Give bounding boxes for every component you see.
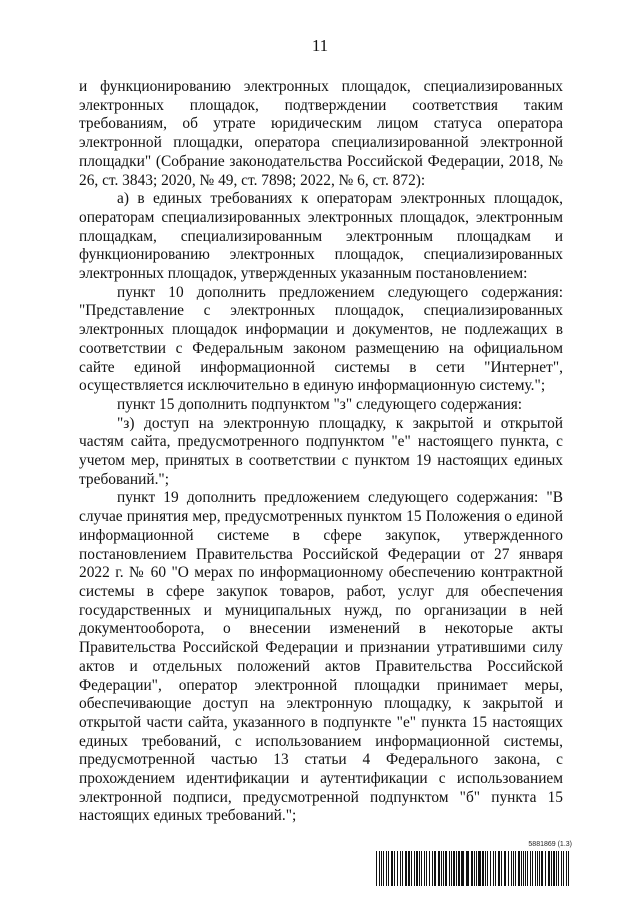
paragraph: пункт 10 дополнить предложением следующего содержания: "Представление с электронных площадок, специализированных электронных площадок информации и документов, не подлежащих в соответствии с Федеральным законом размещению на официальном сайте единой информационной системы в сети "Интернет", осуществляется исключительно в единую информационную систему."; (79, 283, 563, 395)
barcode-icon (376, 851, 572, 886)
paragraph: а) в единых требованиях к операторам электронных площадок, операторам специализированных электронных площадок, электронным площадкам, специализированным электронным площадкам и функционированию электронных площадок, специализированных электронных площадок, утвержденных указанным постановлением: (79, 190, 563, 283)
page-number: 11 (311, 36, 329, 55)
paragraph: пункт 15 дополнить подпунктом "з" следующего содержания: (117, 395, 523, 413)
document-barcode (376, 840, 572, 886)
paragraph: пункт 19 дополнить предложением следующего содержания: "В случае принятия мер, предусмотренных пунктом 15 Положения о единой информационной системе в сфере закупок, утвержденного постановлением Правительства Российской Федерации от 27 января 2022 г. № 60 "О мерах по информационному обеспечению контрактной системы в сфере закупок товаров, работ, услуг для обеспечения государственных и муниципальных нужд, по организации в ней документооборота, о внесении изменений в некоторые акты Правительства Российской Федерации и признании утратившими силу актов и отдельных положений актов Правительства Российской Федерации", оператор электронной площадки принимает меры, обеспечивающие доступ на электронную площадку, к закрытой и открытой части сайта, указанного в подпункте "е" пункта 15 настоящих единых требований, с использованием информационной системы, предусмотренной частью 13 статьи 4 Федерального закона, с прохождением идентификации и аутентификации с использованием электронной подписи, предусмотренной подпунктом "б" пункта 15 настоящих единых требований."; (79, 489, 563, 825)
paragraph: и функционированию электронных площадок, специализированных электронных площадок, подтверждении соответствия таким требованиям, об утрате юридическим лицом статуса оператора электронной площадки, оператора специализированной электронной площадки" (Собрание законодательства Российской Федерации, 2018, № 26, ст. 3843; 2020, № 49, ст. 7898; 2022, № 6, ст. 872): (79, 78, 563, 189)
paragraph: "з) доступ на электронную площадку, к закрытой и открытой частям сайта, предусмотренного подпунктом "е" настоящего пункта, с учетом мер, принятых в соответствии с пунктом 19 настоящих единых требований."; (79, 414, 563, 488)
barcode-code: 5881869 (1.3) (528, 841, 572, 848)
document-body (79, 78, 563, 826)
